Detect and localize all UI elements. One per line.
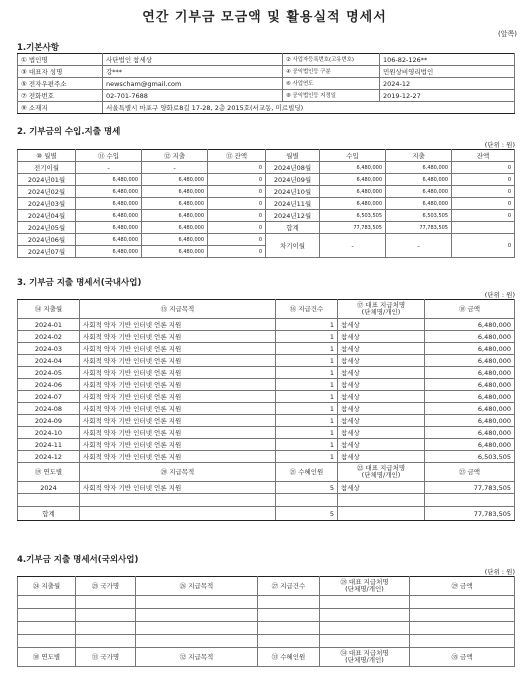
document-title: 연간 기부금 모금액 및 활용실적 명세서 [142, 10, 387, 25]
purpose-cell: 사회적 약자 기반 인터넷 언론 지원 [80, 403, 276, 415]
expense-cell: 6,480,000 [386, 162, 452, 174]
column-header [338, 463, 425, 482]
amount-cell: 6,480,000 [425, 343, 515, 355]
column-header: ⑪ 수입 [76, 150, 142, 162]
count-cell: 1 [276, 403, 338, 415]
purpose-cell: 사회적 약자 기반 인터넷 언론 지원 [80, 343, 276, 355]
field-label: ⑤ 전자우편주소 [18, 78, 103, 90]
column-header: ⑳ 지급목적 [80, 463, 276, 482]
expense-cell: 6,480,000 [142, 222, 208, 234]
count-cell: 1 [276, 319, 338, 331]
field-value: 2019-12-27 [380, 90, 515, 102]
carryover-expense: - [386, 234, 452, 258]
income-cell: 6,480,000 [76, 186, 142, 198]
month-cell: 2024-06 [18, 379, 80, 391]
recipient-header-line1: ⑰ 대표 지급처명 [356, 301, 406, 309]
purpose-cell: 사회적 약자 기반 인터넷 언론 지원 [80, 379, 276, 391]
income-cell: 6,503,505 [320, 210, 386, 222]
month-cell: 2024-01 [18, 319, 80, 331]
balance-cell [452, 222, 515, 234]
balance-cell: 0 [208, 174, 266, 186]
empty-cell [18, 622, 76, 635]
amount-cell: 6,480,000 [425, 391, 515, 403]
table-row [18, 367, 515, 379]
income-cell: 6,480,000 [76, 222, 142, 234]
field-label: ⑨ 소재지 [18, 102, 103, 114]
empty-cell [320, 622, 410, 635]
column-header: 월별 [266, 150, 320, 162]
count-cell: 1 [276, 331, 338, 343]
field-label: ③ 대표자 성명 [18, 66, 103, 78]
balance-cell: 0 [208, 222, 266, 234]
column-header: ⑯ 지급건수 [276, 300, 338, 319]
month-cell: 2024-07 [18, 391, 80, 403]
field-value: 2024-12 [380, 78, 515, 90]
table-row [18, 210, 515, 222]
amount-cell: 6,480,000 [425, 379, 515, 391]
recipient-header-line2: (단체명/개인) [345, 585, 384, 593]
table-row [18, 403, 515, 415]
month-cell: 2024-12 [18, 451, 80, 463]
section4-unit: (단위 : 원) [484, 568, 515, 576]
column-header: 수입 [320, 150, 386, 162]
income-cell: - [76, 162, 142, 174]
basic-info-table [17, 53, 515, 114]
month-cell: 2024-08 [18, 403, 80, 415]
count-cell: 1 [276, 379, 338, 391]
purpose-cell: 사회적 약자 기반 인터넷 언론 지원 [80, 482, 276, 494]
expense-cell: 6,480,000 [386, 198, 452, 210]
table-row [18, 451, 515, 463]
field-value: 사단법인 참세상 [103, 54, 283, 66]
month-cell: 2024-05 [18, 367, 80, 379]
month-cell: 2024-11 [18, 439, 80, 451]
column-header: ⑫ 지출 [142, 150, 208, 162]
section2-heading: 2. 기부금의 수입.지출 명세 [17, 127, 121, 137]
table-row [18, 355, 515, 367]
amount-cell: 6,480,000 [425, 415, 515, 427]
column-header: ⑩ 월별 [18, 150, 76, 162]
month-cell: 2024년05월 [18, 222, 76, 234]
amount-cell: 6,480,000 [425, 367, 515, 379]
expense-cell: 6,480,000 [142, 246, 208, 258]
count-cell: 1 [276, 415, 338, 427]
balance-cell: 0 [208, 246, 266, 258]
recipient-header-line1: ㉘ 대표 지급처명 [340, 578, 389, 586]
column-header: ㉔ 지출월 [18, 577, 76, 596]
column-header: ㉗ 지급건수 [258, 577, 320, 596]
empty-cell [338, 494, 425, 507]
table-row [18, 102, 515, 114]
recipient-cell: 참세상 [338, 451, 425, 463]
section4-heading: 4.기부금 지출 명세서(국외사업) [17, 555, 139, 565]
table-row [18, 331, 515, 343]
column-header: ㉕ 국가명 [76, 577, 136, 596]
expense-cell: 77,783,505 [386, 222, 452, 234]
field-label: ④ 공익법인등 구분 [283, 66, 380, 78]
amount-cell: 77,783,505 [425, 482, 515, 494]
column-header [338, 300, 425, 319]
table-row [18, 379, 515, 391]
table-row [18, 622, 515, 635]
table-header-row [18, 577, 515, 596]
purpose-cell: 사회적 약자 기반 인터넷 언론 지원 [80, 451, 276, 463]
empty-cell [18, 596, 76, 609]
month-cell: 합계 [266, 222, 320, 234]
amount-cell: 6,480,000 [425, 403, 515, 415]
expense-cell: 6,480,000 [386, 174, 452, 186]
empty-cell [258, 622, 320, 635]
balance-cell: 0 [452, 210, 515, 222]
expense-cell: 6,480,000 [142, 186, 208, 198]
column-header: ㉝ 수혜인원 [258, 648, 320, 667]
carryover-label: 차기이월 [266, 234, 320, 258]
column-header: ⑮ 지급목적 [80, 300, 276, 319]
column-header [320, 577, 410, 596]
month-cell: 2024년07월 [18, 246, 76, 258]
empty-cell [410, 635, 515, 648]
balance-cell: 0 [452, 162, 515, 174]
table-row [18, 78, 515, 90]
table-row [18, 391, 515, 403]
balance-cell: 0 [208, 186, 266, 198]
table-row [18, 596, 515, 609]
empty-cell [136, 622, 258, 635]
count-cell: 1 [276, 355, 338, 367]
field-value: 민원상비영리법인 [380, 66, 515, 78]
empty-cell [320, 596, 410, 609]
count-cell: 1 [276, 391, 338, 403]
column-header: ㉖ 지급목적 [136, 577, 258, 596]
empty-cell [76, 635, 136, 648]
carryover-balance: 0 [452, 234, 515, 258]
purpose-cell: 사회적 약자 기반 인터넷 언론 지원 [80, 391, 276, 403]
field-label: ⑥ 사업연도 [283, 78, 380, 90]
column-header: ㉟ 금액 [410, 648, 515, 667]
page-tag: (앞쪽) [498, 30, 517, 38]
purpose-cell: 사회적 약자 기반 인터넷 언론 지원 [80, 331, 276, 343]
column-header: ㉓ 금액 [425, 463, 515, 482]
month-cell: 2024년03월 [18, 198, 76, 210]
empty-cell [425, 494, 515, 507]
table-row [18, 198, 515, 210]
month-cell: 전기이월 [18, 162, 76, 174]
empty-cell [258, 596, 320, 609]
field-label: ⑦ 전화번호 [18, 90, 103, 102]
recipient-cell: 참세상 [338, 482, 425, 494]
count-cell: 1 [276, 439, 338, 451]
column-header: ⑱ 금액 [425, 300, 515, 319]
section1-heading: 1.기본사항 [17, 43, 59, 53]
count-cell: 1 [276, 427, 338, 439]
income-cell: 6,480,000 [76, 198, 142, 210]
recipient-cell: 참세상 [338, 367, 425, 379]
carryover-income: - [320, 234, 386, 258]
month-cell: 2024년06월 [18, 234, 76, 246]
balance-cell: 0 [452, 198, 515, 210]
address-value: 서울특별시 마포구 양화로8길 17-28, 2층 2015호(서교동, 미르빌딩) [103, 102, 515, 114]
field-value: 강*** [103, 66, 283, 78]
recipient-cell: 참세상 [338, 439, 425, 451]
count-cell: 1 [276, 451, 338, 463]
income-cell: 6,480,000 [320, 174, 386, 186]
income-expense-table [17, 149, 515, 258]
empty-cell [410, 596, 515, 609]
month-cell: 2024-04 [18, 355, 80, 367]
count-cell: 5 [276, 482, 338, 494]
year-cell: 2024 [18, 482, 80, 494]
empty-cell [410, 622, 515, 635]
table-row [18, 494, 515, 507]
month-cell: 2024-03 [18, 343, 80, 355]
amount-cell: 6,503,505 [425, 451, 515, 463]
amount-cell: 6,480,000 [425, 427, 515, 439]
amount-cell: 6,480,000 [425, 319, 515, 331]
table-row [18, 635, 515, 648]
purpose-cell: 사회적 약자 기반 인터넷 언론 지원 [80, 427, 276, 439]
income-cell: 6,480,000 [320, 198, 386, 210]
table-row [18, 415, 515, 427]
count-cell: 1 [276, 367, 338, 379]
column-header [320, 648, 410, 667]
column-header: ㉑ 수혜인원 [276, 463, 338, 482]
column-header: ㉜ 지급목적 [136, 648, 258, 667]
income-cell: 77,783,505 [320, 222, 386, 234]
expense-cell: 6,503,505 [386, 210, 452, 222]
table-row [18, 66, 515, 78]
month-cell: 2024년12월 [266, 210, 320, 222]
month-cell: 2024년02월 [18, 186, 76, 198]
recipient-header-line2: (단체명/개인) [361, 308, 401, 316]
table-row [18, 174, 515, 186]
expense-cell: 6,480,000 [386, 186, 452, 198]
balance-cell: 0 [208, 234, 266, 246]
empty-cell [258, 609, 320, 622]
recipient-cell: 참세상 [338, 319, 425, 331]
amount-cell: 6,480,000 [425, 439, 515, 451]
total-amount: 77,783,505 [425, 507, 515, 521]
month-cell: 2024-09 [18, 415, 80, 427]
section3-heading: 3. 기부금 지출 명세서(국내사업) [17, 278, 142, 288]
empty-cell [18, 609, 76, 622]
empty-cell [136, 609, 258, 622]
income-cell: 6,480,000 [76, 234, 142, 246]
month-cell: 2024년09월 [266, 174, 320, 186]
recipient-cell: 참세상 [338, 379, 425, 391]
empty-cell [320, 635, 410, 648]
expense-cell: 6,480,000 [142, 198, 208, 210]
purpose-cell: 사회적 약자 기반 인터넷 언론 지원 [80, 439, 276, 451]
purpose-cell: 사회적 약자 기반 인터넷 언론 지원 [80, 367, 276, 379]
recipient-header-line1: ㉒ 대표 지급처명 [356, 464, 406, 472]
amount-cell: 6,480,000 [425, 331, 515, 343]
purpose-cell: 사회적 약자 기반 인터넷 언론 지원 [80, 415, 276, 427]
field-value: 02-701-7688 [103, 90, 283, 102]
purpose-cell: 사회적 약자 기반 인터넷 언론 지원 [80, 355, 276, 367]
amount-cell: 6,480,000 [425, 355, 515, 367]
column-header: 잔액 [452, 150, 515, 162]
income-cell: 6,480,000 [320, 186, 386, 198]
recipient-header-line2: (단체명/개인) [361, 471, 401, 479]
month-cell: 2024년10월 [266, 186, 320, 198]
column-header: ⑬ 잔액 [208, 150, 266, 162]
field-value: newscham@gmail.com [103, 78, 283, 90]
expense-cell: 6,480,000 [142, 210, 208, 222]
empty-cell [80, 494, 276, 507]
empty-cell [76, 596, 136, 609]
month-cell: 2024년08월 [266, 162, 320, 174]
table-row [18, 186, 515, 198]
total-row [18, 507, 515, 521]
table-row [18, 427, 515, 439]
empty-cell [80, 507, 276, 521]
expense-cell: 6,480,000 [142, 234, 208, 246]
recipient-cell: 참세상 [338, 343, 425, 355]
month-cell: 2024년04월 [18, 210, 76, 222]
empty-cell [18, 494, 80, 507]
recipient-cell: 참세상 [338, 331, 425, 343]
total-count: 5 [276, 507, 338, 521]
field-label: ② 사업자등록번호(고유번호) [283, 54, 380, 66]
income-cell: 6,480,000 [76, 174, 142, 186]
recipient-cell: 참세상 [338, 403, 425, 415]
income-cell: 6,480,000 [76, 246, 142, 258]
table-row [18, 90, 515, 102]
income-cell: 6,480,000 [76, 210, 142, 222]
table-row [18, 162, 515, 174]
recipient-cell: 참세상 [338, 415, 425, 427]
balance-cell: 0 [452, 174, 515, 186]
recipient-cell: 참세상 [338, 391, 425, 403]
month-cell: 2024-02 [18, 331, 80, 343]
section3-unit: (단위 : 원) [484, 291, 515, 299]
recipient-header-line2: (단체명/개인) [345, 656, 384, 664]
recipient-cell: 참세상 [338, 355, 425, 367]
table-header-row [18, 463, 515, 482]
expense-cell: - [142, 162, 208, 174]
empty-cell [276, 494, 338, 507]
table-row [18, 439, 515, 451]
column-header: ㉚ 연도별 [18, 648, 76, 667]
balance-cell: 0 [208, 162, 266, 174]
income-cell: 6,480,000 [320, 162, 386, 174]
column-header: ⑭ 지출월 [18, 300, 80, 319]
expense-cell: 6,480,000 [142, 174, 208, 186]
empty-cell [136, 596, 258, 609]
column-header: ㉙ 금액 [410, 577, 515, 596]
empty-cell [76, 609, 136, 622]
empty-cell [18, 635, 76, 648]
table-row [18, 343, 515, 355]
balance-cell: 0 [208, 210, 266, 222]
field-label: ① 법인명 [18, 54, 103, 66]
table-row [18, 234, 515, 246]
domestic-expense-table [17, 299, 515, 521]
purpose-cell: 사회적 약자 기반 인터넷 언론 지원 [80, 319, 276, 331]
month-cell: 2024-10 [18, 427, 80, 439]
empty-cell [76, 622, 136, 635]
column-header: ⑲ 연도별 [18, 463, 80, 482]
recipient-header-line1: ㉞ 대표 지급처명 [340, 649, 389, 657]
empty-cell [258, 635, 320, 648]
field-value: 106-82-126** [380, 54, 515, 66]
table-header-row [18, 648, 515, 667]
table-header-row [18, 300, 515, 319]
balance-cell: 0 [208, 198, 266, 210]
empty-cell [136, 635, 258, 648]
table-row [18, 319, 515, 331]
empty-cell [410, 609, 515, 622]
column-header: ㉛ 국가명 [76, 648, 136, 667]
balance-cell: 0 [452, 186, 515, 198]
count-cell: 1 [276, 343, 338, 355]
overseas-expense-table [17, 576, 515, 667]
recipient-cell: 참세상 [338, 427, 425, 439]
table-header-row [18, 150, 515, 162]
empty-cell [338, 507, 425, 521]
column-header: 지출 [386, 150, 452, 162]
total-label: 합계 [18, 507, 80, 521]
table-row [18, 54, 515, 66]
month-cell: 2024년11월 [266, 198, 320, 210]
field-label: ⑧ 공익법인등 지정일 [283, 90, 380, 102]
table-row [18, 482, 515, 494]
empty-cell [320, 609, 410, 622]
table-row [18, 609, 515, 622]
section2-unit: (단위 : 원) [484, 141, 515, 149]
table-row [18, 222, 515, 234]
month-cell: 2024년01월 [18, 174, 76, 186]
